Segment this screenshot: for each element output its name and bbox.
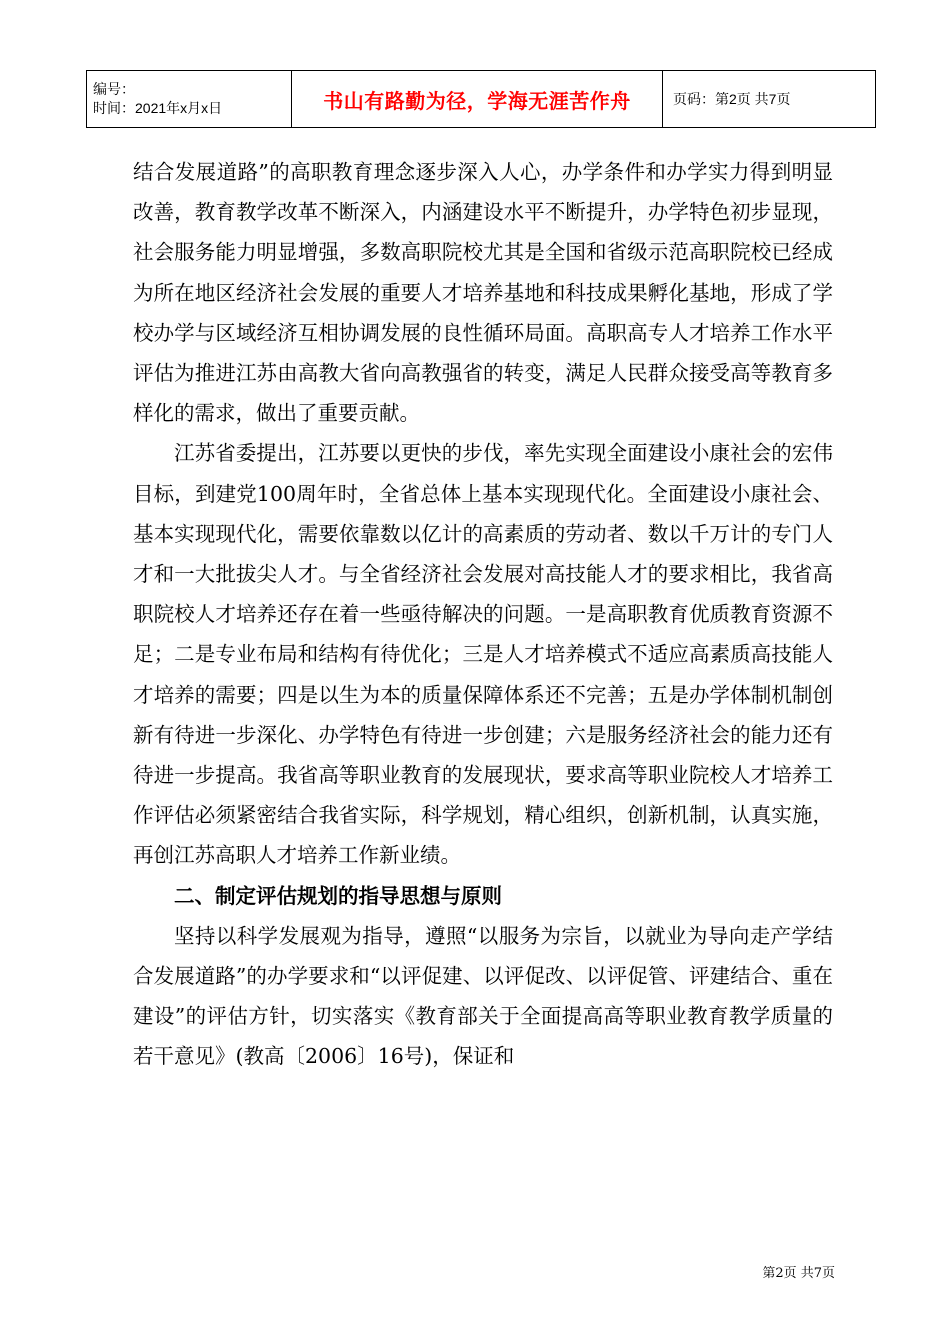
- document-body: [133, 152, 833, 1077]
- page-footer: 第2页 共7页: [762, 1266, 835, 1281]
- paragraph-2: 江苏省委提出，江苏要以更快的步伐，率先实现全面建设小康社会的宏伟目标，到建党100周年时，全省总体上基本实现现代化。全面建设小康社会、基本实现现代化，需要依靠数以亿计的高素质的劳动者、数以千万计的专门人才和一大批拔尖人才。与全省经济社会发展对高技能人才的要求相比，我省高职院校人才培养还存在着一些亟待解决的问题。一是高职教育优质教育资源不足；二是专业布局和结构有待优化；三是人才培养模式不适应高素质高技能人才培养的需要；四是以生为本的质量保障体系还不完善；五是办学体制机制创新有待进一步深化、办学特色有待进一步创建；六是服务经济社会的能力还有待进一步提高。我省高等职业教育的发展现状，要求高等职业院校人才培养工作评估必须紧密结合我省实际，科学规划，精心组织，创新机制，认真实施，再创江苏高职人才培养工作新业绩。: [133, 441, 833, 868]
- paragraph-3: 坚持以科学发展观为指导，遵照“以服务为宗旨，以就业为导向走产学结合发展道路”的办学要求和“以评促建、以评促改、以评促管、评建结合、重在建设”的评估方针，切实落实《教育部关于全面提高高等职业教育教学质量的若干意见》(教高〔2006〕16号)，保证和: [133, 923, 833, 1069]
- time-label: 时间：2021年x月x日: [93, 100, 223, 116]
- section-heading: 二、制定评估规划的指导思想与原则: [174, 883, 502, 908]
- number-label: 编号：: [93, 81, 135, 97]
- header-motto: 书山有路勤为径，学海无涯苦作舟: [292, 71, 663, 128]
- header-page-info: 页码：第2页 共7页: [663, 71, 876, 128]
- paragraph-1: 结合发展道路”的高职教育理念逐步深入人心，办学条件和办学实力得到明显改善，教育教学改革不断深入，内涵建设水平不断提升，办学特色初步显现，社会服务能力明显增强，多数高职院校尤其是全国和省级示范高职院校已经成为所在地区经济社会发展的重要人才培养基地和科技成果孵化基地，形成了学校办学与区域经济互相协调发展的良性循环局面。高职高专人才培养工作水平评估为推进江苏由高教大省向高教强省的转变，满足人民群众接受高等教育多样化的需求，做出了重要贡献。: [133, 160, 833, 426]
- header-table: [86, 70, 876, 128]
- header-meta: [87, 71, 292, 128]
